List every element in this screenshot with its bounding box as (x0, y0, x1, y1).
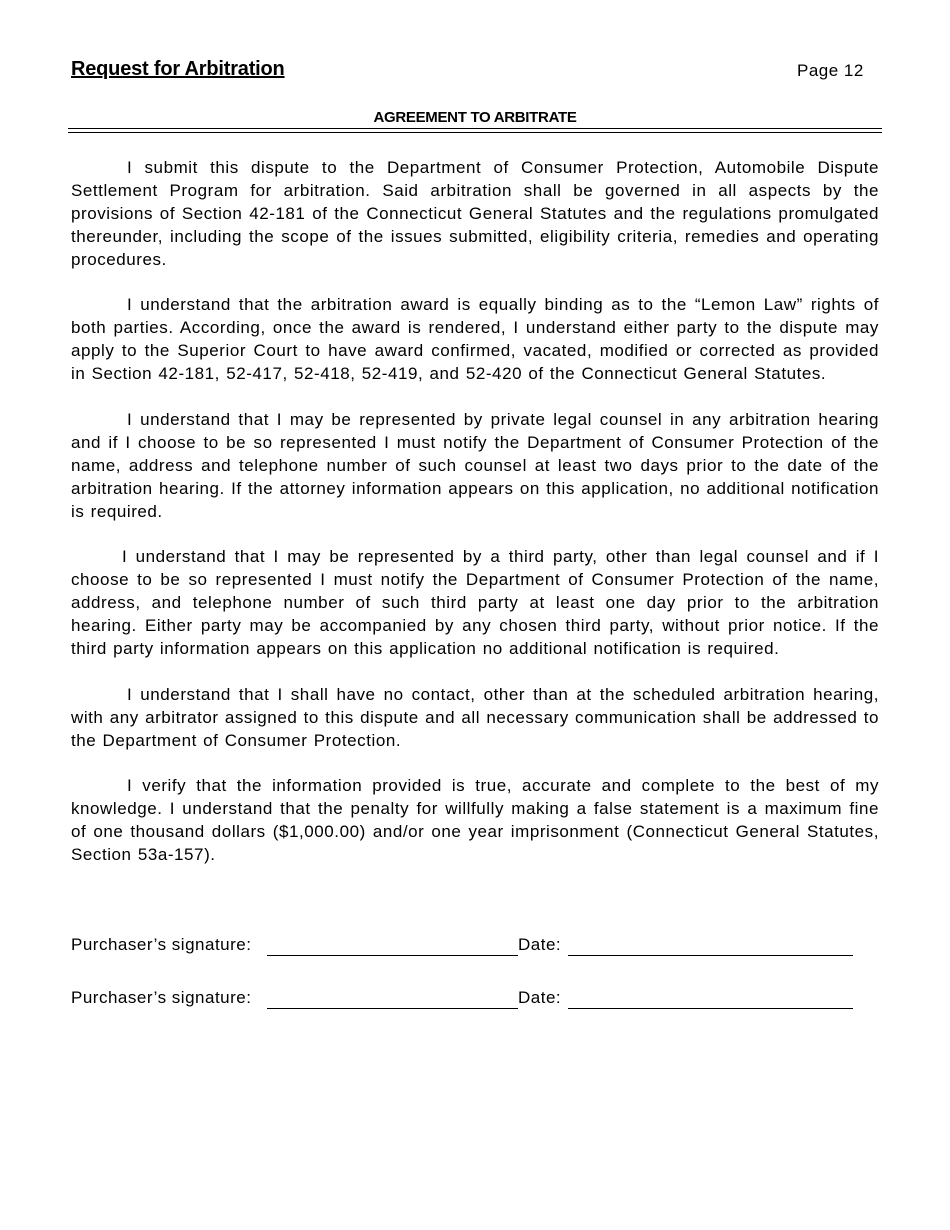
date-label: Date: (518, 988, 562, 1007)
date-line[interactable] (568, 955, 853, 956)
paragraph-submit-dispute: I submit this dispute to the Department of Consumer Protection, Automobile Dispute Settlement Program for arbitration. Said arbitration shall be governed in all aspects by the provisions of Section 42-181 of the Connecticut General Statutes and the regulations promulgated thereunder, including the scope of the issues submitted, eligibility criteria, remedies and operating procedures. (71, 158, 879, 269)
document-title: Request for Arbitration (71, 58, 285, 80)
heading-rule-top (68, 128, 882, 129)
signature-row (71, 935, 861, 959)
paragraph-verification: I verify that the information provided is true, accurate and complete to the best of my knowledge. I understand that the penalty for willfully making a false statement is a maximum fine of one thousand dollars ($1,000.00) and/or one year imprisonment (Connecticut General Statutes, Section 53a-157). (71, 776, 879, 865)
heading-rule-bottom (68, 132, 882, 133)
paragraph-no-contact: I understand that I shall have no contact, other than at the scheduled arbitration hearing, with any arbitrator assigned to this dispute and all necessary communication shall be addressed to the Department of Consumer Protection. (71, 684, 879, 750)
paragraph-legal-counsel: I understand that I may be represented by private legal counsel in any arbitration hearing and if I choose to be so represented I must notify the Department of Consumer Protection of the name, address and telephone number of such counsel at least two days prior to the date of the arbitration hearing. If the attorney information appears on this application, no additional notification is required. (71, 409, 879, 521)
signature-line[interactable] (267, 955, 518, 956)
section-heading: AGREEMENT TO ARBITRATE (373, 109, 577, 126)
signature-label: Purchaser’s signature: (71, 988, 252, 1007)
signature-line[interactable] (267, 1008, 518, 1009)
signature-row (71, 988, 861, 1012)
page-number: Page 12 (797, 61, 864, 80)
signature-label: Purchaser’s signature: (71, 935, 252, 954)
date-label: Date: (518, 935, 562, 954)
date-line[interactable] (568, 1008, 853, 1009)
paragraph-award-binding: I understand that the arbitration award is equally binding as to the “Lemon Law” rights of both parties. According, once the award is rendered, I understand either party to the dispute may apply to the Superior Court to have award confirmed, vacated, modified or corrected as provided in Section 42-181, 52-417, 52-418, 52-419, and 52-420 of the Connecticut General Statutes. (71, 295, 879, 384)
paragraph-third-party: I understand that I may be represented by a third party, other than legal counsel and if I choose to be so represented I must notify the Department of Consumer Protection of the name, address, and telephone number of such third party at least one day prior to the arbitration hearing. Either party may be accompanied by any chosen third party, without prior notice. If the third party information appears on this application no additional notification is required. (71, 547, 879, 658)
agreement-body (71, 157, 879, 890)
